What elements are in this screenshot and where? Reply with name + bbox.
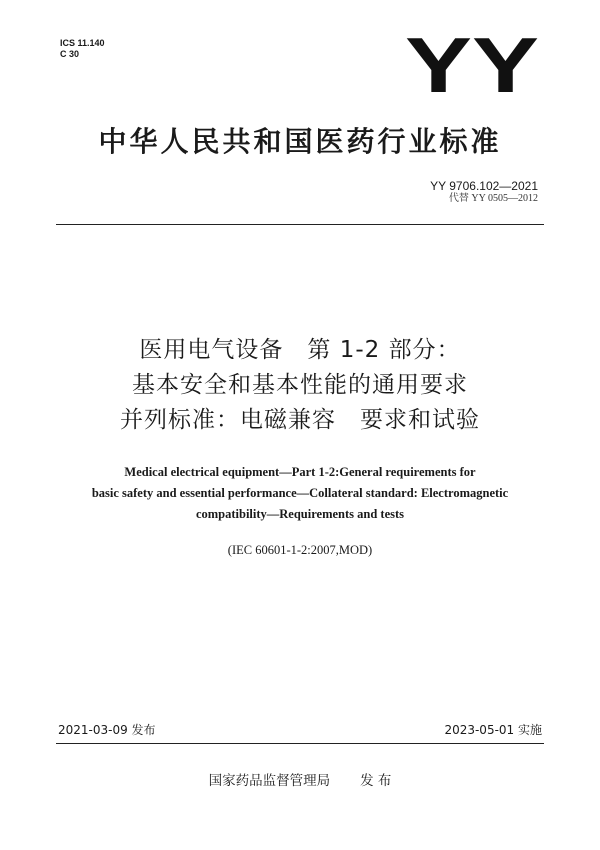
- english-title-line-3: compatibility—Requirements and tests: [195, 507, 405, 521]
- issuer-action: 发 布: [360, 773, 392, 789]
- publication-date: 2021-03-09 发布: [58, 723, 156, 737]
- bottom-divider: [56, 743, 544, 744]
- adoption-reference: (IEC 60601-1-2:2007,MOD): [227, 543, 373, 557]
- yy-logo: [404, 34, 540, 98]
- classification-codes: [60, 38, 105, 60]
- chinese-title-line-1: 医用电气设备 第 1-2 部分：: [139, 337, 461, 363]
- yy-logo-graphic: [404, 34, 540, 98]
- standard-number: YY 9706.102—2021: [430, 179, 538, 193]
- ccs-code: C 30: [60, 49, 80, 59]
- english-title-line-1: Medical electrical equipment—Part 1-2:General requirements for: [124, 465, 476, 479]
- english-title-line-2: basic safety and essential performance—Collateral standard: Electromagnetic: [91, 486, 509, 500]
- issuing-authority: [0, 772, 600, 790]
- top-divider: [56, 224, 544, 225]
- issuer-name: 国家药品监督管理局: [208, 773, 331, 789]
- organization-title: 中华人民共和国医药行业标准: [98, 125, 502, 158]
- replaces-standard: 代替 YY 0505—2012: [448, 193, 538, 204]
- ics-code: ICS 11.140: [60, 38, 105, 48]
- implementation-date: 2023-05-01 实施: [444, 723, 542, 737]
- yy-logo-text: YY: [405, 34, 539, 98]
- chinese-title-line-3: 并列标准：电磁兼容 要求和试验: [120, 407, 480, 433]
- chinese-title-line-2: 基本安全和基本性能的通用要求: [132, 372, 468, 398]
